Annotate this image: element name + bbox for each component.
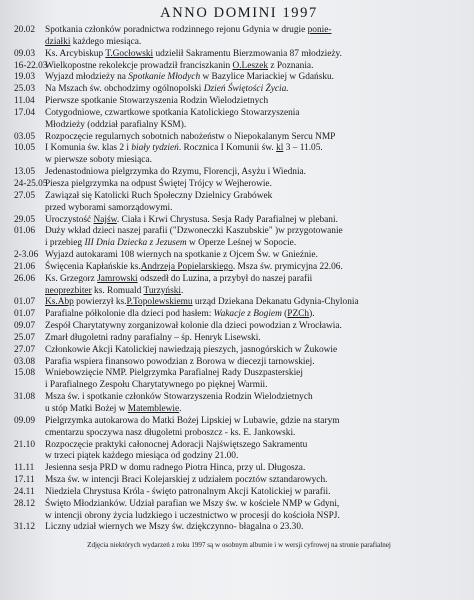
entry-date: 20.02 (14, 25, 36, 35)
text-segment: PZCh (287, 309, 310, 320)
chronicle-entry (14, 132, 464, 144)
text-segment: Młodzieży (oddział parafialny KSM). (45, 119, 187, 130)
entry-line (45, 440, 464, 452)
entry-line (45, 37, 464, 49)
entry-line (45, 487, 464, 499)
entry-text (45, 132, 464, 144)
entry-line (45, 155, 464, 167)
entry-text (45, 309, 464, 321)
entry-date: 25.07 (14, 332, 36, 343)
text-segment: i przebieg (45, 238, 85, 249)
chronicle-list (14, 25, 464, 534)
text-segment: ). (309, 309, 315, 320)
entry-text (45, 96, 464, 108)
entry-date: 01.07 (14, 297, 36, 308)
text-segment: Matemblewie (127, 404, 180, 414)
text-segment: powierzył ks. (73, 297, 127, 308)
chronicle-entry (14, 487, 464, 499)
text-segment: biały tydzień (131, 143, 179, 154)
entry-text (45, 108, 464, 132)
entry-date: 25.03 (14, 84, 36, 95)
text-segment: Turzyński (143, 285, 182, 296)
entry-date: 29.05 (14, 214, 36, 225)
entry-date: 01.07 (14, 309, 36, 320)
entry-text (45, 475, 464, 487)
text-segment: Wyjazd młodzieży na (45, 72, 129, 83)
chronicle-entry (14, 49, 464, 61)
entry-text (45, 274, 464, 298)
entry-line (45, 345, 464, 357)
entry-line (45, 404, 464, 416)
text-segment: . Rocznica I Komunii św. (178, 143, 277, 154)
entry-text (45, 49, 464, 61)
entry-line (45, 191, 464, 203)
chronicle-entry (14, 274, 464, 298)
entry-text (45, 215, 464, 227)
chronicle-entry (14, 309, 464, 321)
entry-date: 21.10 (14, 439, 36, 450)
text-segment: Święcenia Kapłańskie ks. (45, 261, 141, 272)
text-segment: Pielgrzymka autokarowa do Matki Bożej Lipskiej w Lubawie, gdzie na starym (45, 415, 340, 426)
text-segment: przed wyborami samorządowymi. (45, 202, 173, 213)
entry-line (45, 333, 464, 345)
text-segment: Jesienna sesja PRD w domu radnego Piotra Hinca, przy ul. Długosza. (45, 463, 306, 474)
chronicle-entry (14, 499, 464, 523)
text-segment: Wyjazd autokarami 108 wiernych na spotkanie z Ojcem Św. w Gnieźnie. (45, 250, 318, 261)
entry-text (45, 333, 464, 345)
text-segment: Zespół Charytatywny zorganizował kolonie dla dzieci powodzian z Wrocławia. (45, 321, 342, 332)
entry-text (45, 167, 464, 179)
text-segment: udzielił Sakramentu Bierzmowania 87 młodzieży. (153, 48, 342, 59)
text-segment: z Poznania. (268, 60, 314, 71)
entry-line (45, 380, 464, 392)
page-title: ANNO DOMINI 1997 (160, 5, 318, 21)
text-segment: w Bazylice Mariackiej w Gdańsku. (200, 72, 335, 83)
entry-text (45, 499, 464, 523)
text-segment: Rozpoczęcie regularnych sobotnich nabożeństw o Niepokalanym Sercu NMP (45, 131, 336, 142)
text-segment: P.Topolewskiemu (126, 297, 193, 308)
chronicle-entry (14, 345, 464, 357)
text-segment: w Operze Leśnej w Sopocie. (186, 238, 297, 249)
chronicle-entry (14, 143, 464, 167)
entry-text (45, 297, 464, 309)
entry-line (45, 392, 464, 404)
text-segment: Zawiązał się Katolicki Ruch Społeczny Dzielnicy Grabówek (45, 190, 273, 201)
text-segment: działki (45, 36, 71, 47)
entry-date: 24.11 (14, 486, 35, 497)
text-segment: Członkowie Akcji Katolickiej nawiedzają pieszych, jasnogórskich w Żukowie (45, 344, 338, 355)
text-segment: Rozpoczęcie praktyki całonocnej Adoracji Najświętszego Sakramentu (45, 439, 308, 450)
entry-text (45, 440, 464, 464)
text-segment: ( (281, 309, 288, 320)
entry-date: 27.05 (14, 190, 36, 201)
entry-line (45, 522, 464, 534)
entry-date: 09.07 (14, 321, 36, 332)
chronicle-entry (14, 61, 464, 73)
entry-date: 03.05 (14, 131, 36, 142)
entry-text (45, 179, 464, 191)
chronicle-entry (14, 25, 464, 49)
chronicle-entry (14, 108, 464, 132)
chronicle-entry (14, 167, 464, 179)
chronicle-entry (14, 96, 464, 108)
text-segment: Piesza pielgrzymka na odpust Świętej Trójcy w Wejherowie. (45, 178, 272, 189)
text-segment: Wielkopostne rekolekcje prowadził franciszkanin (45, 60, 233, 71)
text-segment: Ks.Abp (45, 297, 74, 308)
entry-text (45, 392, 464, 416)
text-segment: Wniebowzięcie NMP. Pielgrzymka Parafialnej Rady Duszpasterskiej (45, 368, 303, 379)
entry-text (45, 463, 464, 475)
entry-text (45, 357, 464, 369)
chronicle-entry (14, 321, 464, 333)
entry-line (45, 309, 464, 321)
text-segment: . Ciała i Krwi Chrystusa. Sesja Rady Parafialnej w plebani. (116, 214, 338, 225)
entry-date: 28.12 (14, 498, 36, 509)
text-segment: Święto Młodzianków. Udział parafian we Mszy św. w kościele NMP w Gdyni, (45, 498, 340, 509)
entry-text (45, 84, 464, 96)
entry-text (45, 522, 464, 534)
text-segment: Msza św. i spotkanie członków Stowarzyszenia Rodzin Wielodzietnych (45, 392, 313, 403)
entry-line (45, 226, 464, 238)
entry-text (45, 226, 464, 250)
chronicle-entry (14, 416, 464, 440)
chronicle-entry (14, 368, 464, 392)
entry-date: 13.05 (14, 167, 36, 178)
text-segment: każdego miesiąca. (70, 36, 142, 47)
text-segment: T.Gocłowski (105, 48, 154, 59)
entry-line (45, 108, 464, 120)
entry-line (45, 499, 464, 511)
text-segment: Dzień Świętości Życia. (203, 84, 289, 95)
entry-text (45, 191, 464, 215)
entry-date: 31.12 (14, 522, 36, 533)
entry-text (45, 487, 464, 499)
text-segment: . (181, 285, 184, 296)
text-segment: 3 – 11.05. (283, 143, 323, 154)
entry-line (45, 286, 464, 298)
entry-date: 03.08 (14, 356, 36, 367)
chronicle-entry (14, 72, 464, 84)
entry-date: 09.03 (14, 48, 36, 59)
entry-line (45, 463, 464, 475)
chronicle-entry (14, 215, 464, 227)
text-segment: ponie- (307, 25, 332, 35)
text-segment: Cotygodniowe, czwartkowe spotkania Katolickiego Stowarzyszenia (45, 107, 300, 118)
entry-line (45, 120, 464, 132)
entry-text (45, 321, 464, 333)
entry-date: 09.09 (14, 415, 36, 426)
entry-date: 17.04 (14, 107, 36, 118)
chronicle-entry (14, 475, 464, 487)
text-segment: Zmarł długoletni radny parafialny – śp. Henryk Lisewski. (45, 332, 261, 343)
entry-line (45, 262, 464, 274)
entry-text (45, 345, 464, 357)
entry-text (45, 250, 464, 262)
entry-line (45, 61, 464, 73)
entry-line (45, 167, 464, 179)
text-segment: Niedziela Chrystusa Króla - święto patronalnym Akcji Katolickiej w parafii. (45, 486, 331, 497)
entry-date: 26.06 (14, 273, 36, 284)
text-segment: O.Leszek (232, 60, 269, 71)
text-segment: Ks. Arcybiskup (45, 48, 106, 59)
chronicle-entry (14, 333, 464, 345)
entry-line (45, 321, 464, 333)
entry-date: 16-22.03 (14, 60, 48, 71)
chronicle-entry (14, 179, 464, 191)
text-segment: III Dnia Dziecka z Jezusem (84, 238, 187, 249)
entry-text (45, 72, 464, 84)
entry-date: 31.08 (14, 392, 36, 403)
entry-date: 27.07 (14, 344, 36, 355)
entry-line (45, 49, 464, 61)
entry-date: 24-25.05 (14, 178, 48, 189)
entry-date: 15.08 (14, 368, 36, 379)
entry-text (45, 25, 464, 49)
entry-line (45, 416, 464, 428)
chronicle-entry (14, 250, 464, 262)
entry-line (45, 297, 464, 309)
text-segment: w intencji obrony życia ludzkiego i uczestnictwo w procesji do kościoła NSPJ. (45, 510, 340, 521)
chronicle-entry (14, 357, 464, 369)
chronicle-entry (14, 440, 464, 464)
chronicle-entry (14, 262, 464, 274)
entry-text (45, 262, 464, 274)
chronicle-entry (14, 463, 464, 475)
chronicle-entry (14, 297, 464, 309)
text-segment: . Msza św. prymicyjna 22.06. (232, 261, 343, 272)
entry-date: 19.03 (14, 72, 36, 83)
text-segment: Parafialne półkolonie dla dzieci pod hasłem: (45, 309, 214, 320)
entry-line (45, 238, 464, 250)
entry-line (45, 72, 464, 84)
chronicle-entry (14, 392, 464, 416)
entry-date: 11.11 (14, 463, 35, 474)
text-segment: Jedenastodniowa pielgrzymka do Rzymu, Florencji, Asyżu i Wiednia. (45, 167, 307, 178)
entry-line (45, 451, 464, 463)
text-segment: i Parafialnego Zespołu Charytatywnego po pięknej Warmii. (45, 380, 268, 391)
entry-date: 01.06 (14, 226, 36, 237)
chronicle-entry (14, 191, 464, 215)
text-segment: Najśw (93, 214, 117, 225)
chronicle-entry (14, 522, 464, 534)
text-segment: Spotkania członków poradnictwa rodzinnego rejonu Gdynia w drugie (45, 25, 308, 35)
text-segment: ks. Romuald (91, 285, 144, 296)
entry-line (45, 511, 464, 523)
text-segment: w trzeci piątek każdego miesiąca od godziny 21.00. (45, 451, 239, 462)
chronicle-entry (14, 226, 464, 250)
text-segment: Pierwsze spotkanie Stowarzyszenia Rodzin Wielodzietnych (45, 96, 269, 107)
entry-line (45, 25, 464, 37)
text-segment: Parafia wspiera finansowo powodzian z Borowa w diecezji tarnowskiej. (45, 356, 315, 367)
entry-line (45, 132, 464, 144)
text-segment: Uroczystość (45, 214, 94, 225)
chronicle-entry (14, 84, 464, 96)
text-segment: kl (276, 143, 284, 154)
entry-line (45, 143, 464, 155)
text-segment: Jamrowski (97, 273, 138, 284)
entry-line (45, 203, 464, 215)
text-segment: Msza św. w intencji Braci Kolejarskiej z udziałem pocztów sztandarowych. (45, 475, 328, 486)
entry-line (45, 250, 464, 262)
text-segment: neoprezbiter (45, 285, 92, 296)
entry-date: 2-3.06 (14, 250, 39, 261)
entry-date: 17.11 (14, 475, 35, 486)
text-segment: . (179, 404, 182, 414)
entry-text (45, 416, 464, 440)
entry-date: 10.05 (14, 143, 36, 154)
text-segment: w pierwsze soboty miesiąca. (45, 155, 152, 166)
entry-line (45, 475, 464, 487)
text-segment: Ks. Grzegorz (45, 273, 98, 284)
entry-date: 21.06 (14, 261, 36, 272)
entry-line (45, 368, 464, 380)
text-segment: urząd Dziekana Dekanatu Gdynia-Chylonia (192, 297, 359, 308)
text-segment: Spotkanie Młodych (128, 72, 201, 83)
entry-date: 11.04 (14, 96, 35, 107)
entry-line (45, 357, 464, 369)
entry-line (45, 428, 464, 440)
entry-line (45, 215, 464, 227)
text-segment: Wakacje z Bogiem (213, 309, 282, 320)
text-segment: odszedł do Luzina, a przybył do naszej parafii (137, 273, 313, 284)
entry-text (45, 143, 464, 167)
entry-text (45, 368, 464, 392)
entry-line (45, 84, 464, 96)
text-segment: cmentarzu spoczywa nasz długoletni proboszcz - ks. E. Jankowski. (45, 427, 296, 438)
text-segment: u stóp Matki Bożej w (45, 404, 128, 414)
text-segment: Na Mszach św. obchodzimy ogólnopolski (45, 84, 204, 95)
text-segment: Liczny udział wiernych we Mszy św. dziękczynno- błagalna o 23.30. (45, 522, 304, 533)
text-segment: I Komunia św. klas 2 i (45, 143, 132, 154)
entry-line (45, 274, 464, 286)
footnote: Zdjęcia niektórych wydarzeń z roku 1997 są w osobnym albumie i w wersji cyfrowej na stronie parafialnej (87, 541, 391, 550)
text-segment: Andrzeja Popielarskiego (140, 261, 233, 272)
text-segment: Duży wkład dzieci naszej parafii ("Dzwoneczki Kaszubskie" )w przygotowanie (45, 226, 343, 237)
entry-line (45, 179, 464, 191)
entry-text (45, 61, 464, 73)
entry-line (45, 96, 464, 108)
